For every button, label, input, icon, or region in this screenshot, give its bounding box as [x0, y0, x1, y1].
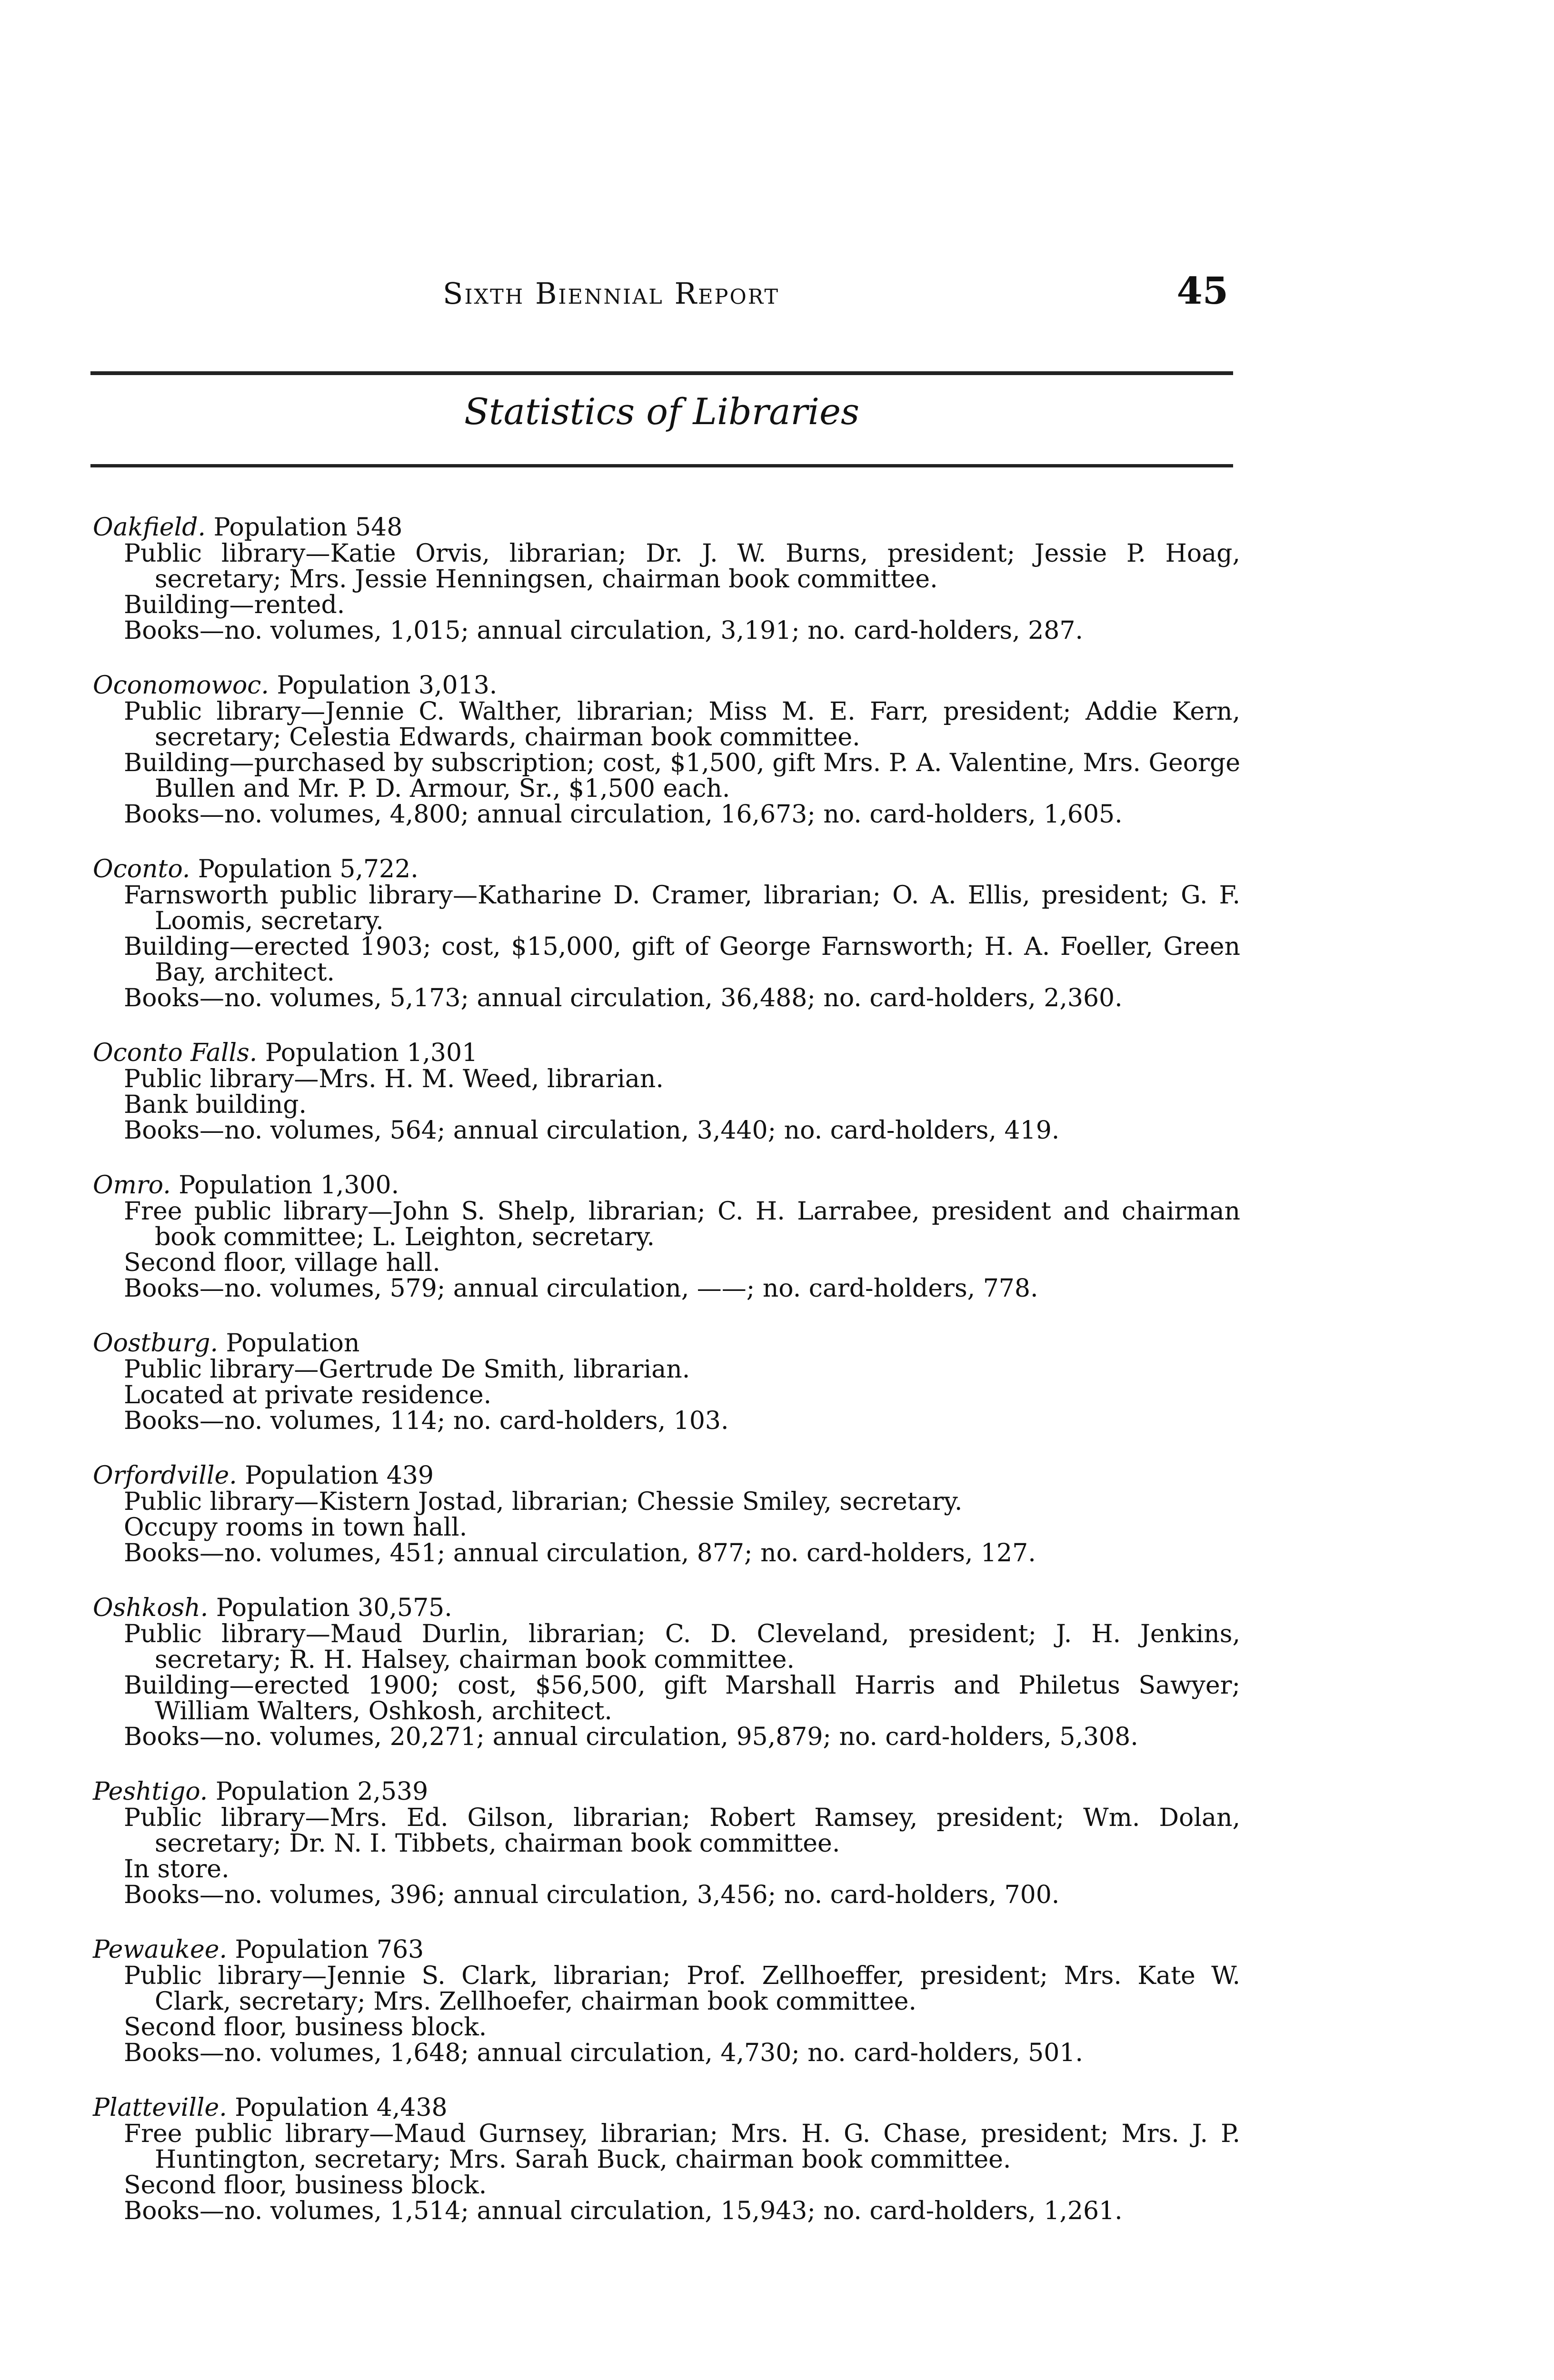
population: Population 1,301 [265, 1039, 478, 1067]
library-entry [93, 1330, 1240, 1434]
library-entry [93, 1040, 1240, 1143]
entry-detail-line: Building—purchased by subscription; cost, $1,500, gift Mrs. P. A. Valentine, Mrs. George Bullen and Mr. P. D. Armour, Sr., $1,500 each. [124, 749, 1240, 803]
entry-detail-line: Public library—Katie Orvis, librarian; Dr. J. W. Burns, president; Jessie P. Hoag, secretary; Mrs. Jessie Henningsen, chairman book committee. [124, 539, 1240, 594]
entry-detail-line: Public library—Kistern Jostad, librarian; Chessie Smiley, secretary. [124, 1488, 963, 1516]
town-name: Orfordville. [93, 1461, 237, 1490]
population: Population 4,438 [235, 2093, 448, 2122]
entry-detail-line: Books—no. volumes, 1,015; annual circulation, 3,191; no. card-holders, 287. [124, 616, 1083, 645]
entry-detail-line: Books—no. volumes, 579; annual circulation, ——; no. card-holders, 778. [124, 1274, 1038, 1303]
population: Population 5,722. [198, 855, 418, 883]
entry-detail-line: Books—no. volumes, 396; annual circulation, 3,456; no. card-holders, 700. [124, 1881, 1060, 1909]
library-entry [93, 1778, 1240, 1908]
entry-detail-line: Public library—Gertrude De Smith, librarian. [124, 1355, 690, 1384]
town-name: Omro. [93, 1171, 171, 1200]
entry-detail-line: Second floor, business block. [124, 2171, 487, 2200]
population: Population 548 [213, 513, 403, 542]
town-name: Oakfield. [93, 513, 206, 542]
town-name: Oconto. [93, 855, 190, 883]
entry-detail-line: Located at private residence. [124, 1381, 492, 1409]
entry-detail-line: Public library—Mrs. Ed. Gilson, librarian; Robert Ramsey, president; Wm. Dolan, secretary; Dr. N. I. Tibbets, chairman book committee. [124, 1804, 1240, 1858]
page-header [90, 267, 1233, 324]
entry-detail-line: Books—no. volumes, 4,800; annual circulation, 16,673; no. card-holders, 1,605. [124, 800, 1123, 829]
library-entry [93, 856, 1240, 1011]
entry-heading [93, 514, 1240, 541]
entry-detail-line: Building—erected 1900; cost, $56,500, gift Marshall Harris and Philetus Sawyer; William Walters, Oshkosh, architect. [124, 1671, 1240, 1726]
entry-detail-line: Building—erected 1903; cost, $15,000, gift of George Farnsworth; H. A. Foeller, Green Bay, architect. [124, 932, 1240, 987]
top-rule [90, 371, 1233, 375]
entry-detail-line: Books—no. volumes, 5,173; annual circulation, 36,488; no. card-holders, 2,360. [124, 984, 1123, 1012]
entry-detail-line: Books—no. volumes, 114; no. card-holders, 103. [124, 1407, 729, 1435]
town-name: Oshkosh. [93, 1594, 209, 1622]
town-name: Pewaukee. [93, 1935, 228, 1964]
entry-heading [93, 672, 1240, 699]
entry-detail-line: Farnsworth public library—Katharine D. Cramer, librarian; O. A. Ellis, president; G. F. Loomis, secretary. [124, 881, 1240, 935]
entry-detail-line: Books—no. volumes, 451; annual circulation, 877; no. card-holders, 127. [124, 1539, 1036, 1567]
population: Population 439 [245, 1461, 434, 1490]
population: Population 3,013. [277, 671, 498, 700]
population: Population 2,539 [215, 1777, 428, 1806]
library-entry [93, 1462, 1240, 1566]
entry-detail-line: Second floor, village hall. [124, 1249, 440, 1277]
library-entry [93, 1595, 1240, 1750]
town-name: Oconto Falls. [93, 1039, 258, 1067]
population: Population 30,575. [216, 1594, 452, 1622]
entry-heading [93, 1936, 1240, 1963]
entry-detail-line: Books—no. volumes, 1,648; annual circulation, 4,730; no. card-holders, 501. [124, 2039, 1083, 2067]
entry-detail-line: Public library—Maud Durlin, librarian; C. D. Cleveland, president; J. H. Jenkins, secretary; R. H. Halsey, chairman book committee. [124, 1620, 1240, 1674]
library-entry [93, 672, 1240, 827]
town-name: Peshtigo. [93, 1777, 208, 1806]
library-entries [93, 514, 1240, 2252]
entry-heading [93, 1330, 1240, 1357]
town-name: Oostburg. [93, 1329, 218, 1358]
entry-heading [93, 856, 1240, 883]
population: Population 763 [235, 1935, 424, 1964]
entry-heading [93, 1172, 1240, 1199]
entry-detail-line: Public library—Jennie C. Walther, librarian; Miss M. E. Farr, president; Addie Kern, secretary; Celestia Edwards, chairman book committee. [124, 697, 1240, 752]
page-number: 45 [1176, 269, 1228, 313]
section-title: Statistics of Libraries [464, 390, 860, 433]
entry-detail-line: Public library—Jennie S. Clark, librarian; Prof. Zellhoeffer, president; Mrs. Kate W. Clark, secretary; Mrs. Zellhoefer, chairman book committee. [124, 1962, 1240, 2016]
entry-detail-line: Books—no. volumes, 564; annual circulation, 3,440; no. card-holders, 419. [124, 1116, 1060, 1145]
entry-detail-line: Free public library—Maud Gurnsey, librarian; Mrs. H. G. Chase, president; Mrs. J. P. Huntington, secretary; Mrs. Sarah Buck, chairman book committee. [124, 2120, 1240, 2174]
bottom-rule [90, 464, 1233, 467]
library-entry [93, 2094, 1240, 2224]
entry-detail-line: Books—no. volumes, 20,271; annual circulation, 95,879; no. card-holders, 5,308. [124, 1723, 1138, 1751]
entry-heading [93, 1778, 1240, 1805]
library-entry [93, 1172, 1240, 1301]
entry-heading [93, 1462, 1240, 1489]
library-entry [93, 514, 1240, 644]
entry-detail-line: Books—no. volumes, 1,514; annual circulation, 15,943; no. card-holders, 1,261. [124, 2197, 1123, 2225]
entry-detail-line: Public library—Mrs. H. M. Weed, librarian. [124, 1065, 664, 1093]
entry-heading [93, 2094, 1240, 2121]
population: Population [226, 1329, 360, 1358]
entry-detail-line: In store. [124, 1855, 229, 1884]
entry-heading [93, 1040, 1240, 1066]
entry-heading [93, 1595, 1240, 1621]
town-name: Oconomowoc. [93, 671, 269, 700]
entry-detail-line: Bank building. [124, 1091, 307, 1119]
population: Population 1,300. [179, 1171, 399, 1200]
town-name: Platteville. [93, 2093, 227, 2122]
entry-detail-line: Second floor, business block. [124, 2013, 487, 2042]
running-title: Sixth Biennial Report [443, 276, 780, 311]
entry-detail-line: Occupy rooms in town hall. [124, 1513, 468, 1542]
entry-detail-line: Building—rented. [124, 591, 345, 619]
library-entry [93, 1936, 1240, 2066]
entry-detail-line: Free public library—John S. Shelp, librarian; C. H. Larrabee, president and chairman book committee; L. Leighton, secretary. [124, 1197, 1240, 1251]
